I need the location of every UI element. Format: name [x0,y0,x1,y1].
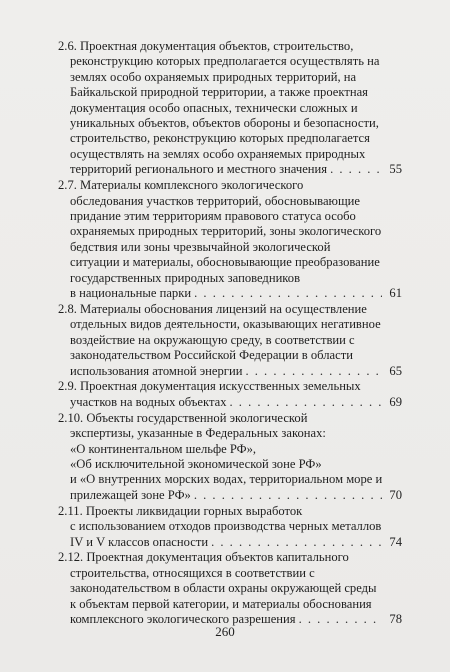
toc-entry [58,39,402,178]
toc-entry-text: документация особо опасных, технически сложных и [70,100,358,115]
dot-leader [194,488,382,503]
toc-entry-text: строительство, реконструкцию которых предполагается [70,131,370,146]
toc-entry-text: использования атомной энергии [70,363,243,378]
toc-entry-text: строительства, относящихся в соответствии с [70,565,315,580]
toc-page-number: 78 [389,612,402,627]
toc-entry-text: отдельных видов деятельности, оказывающих негативное [70,317,381,332]
dot-leader [194,286,382,301]
toc-entry-text: экспертизы, указанные в Федеральных законах: [70,426,326,441]
toc-entry-text: прилежащей зоне РФ» [70,487,191,502]
toc-entry-text: IV и V классов опасности [70,534,209,549]
toc-entry [58,379,402,410]
toc-entry-text: ситуации и материалы, обосновывающие преобразование [70,255,380,270]
toc-entry-text: уникальных объектов, объектов обороны и безопасности, [70,116,379,131]
toc-entry-heading: 2.10. Объекты государственной экологической [58,410,308,425]
toc-entry-text: законодательством в области охраны окружающей среды [70,581,377,596]
toc-entry-text: комплексного экологического разрешения [70,612,296,627]
toc-entry-text: к объектам первой категории, и материалы обоснования [70,596,372,611]
toc-entry-heading: 2.12. Проектная документация объектов капитального [58,550,349,565]
toc-page-number: 74 [389,534,402,549]
toc-entry-text: воздействие на окружающую среду, в соответствии с [70,332,355,347]
toc-entry-heading: 2.11. Проекты ликвидации горных выработок [58,503,303,518]
toc-entry-heading: 2.9. Проектная документация искусственных земельных [58,379,361,394]
toc-entry-text: в национальные парки [70,286,192,300]
toc-entry-text: охраняемых природных территорий, зоны экологического [70,224,382,239]
toc-entry-text: осуществлять на землях особо охраняемых природных [70,146,366,161]
toc-entry-text: с использованием отходов производства черных металлов [70,519,382,534]
dot-leader [330,162,382,177]
dot-leader [230,395,383,410]
toc-entry-text: придание этим территориям правового статуса особо [70,208,356,223]
dot-leader [245,364,382,379]
toc-entry-text: реконструкцию которых предполагается осуществлять на [70,54,380,69]
toc-entry-text: территорий регионального и местного значения [70,162,328,177]
toc-entry-text: землях особо охраняемых природных территорий, на [70,69,357,84]
toc-page-number: 65 [389,363,402,378]
toc-page-number: 55 [389,162,402,177]
toc-entry [58,411,402,503]
toc-entry-text: участков на водных объектах [70,394,227,409]
page-number: 260 [215,624,235,639]
toc-entry [58,550,402,627]
toc-entry-heading: 2.6. Проектная документация объектов, строительство, [58,39,354,53]
toc-page-number: 69 [389,394,402,409]
toc-page-number: 61 [389,286,402,300]
toc-entry-heading: 2.7. Материалы комплексного экологического [58,178,304,193]
toc-page-number: 70 [389,487,402,502]
table-of-contents [58,39,402,628]
dot-leader [211,535,382,550]
toc-entry [58,302,402,379]
toc-entry-text: и «О внутренних морских водах, территориальном море и [70,472,383,487]
toc-entry [58,178,402,301]
toc-entry-text: «Об исключительной экономической зоне РФ» [70,456,322,471]
toc-entry-text: государственных природных заповедников [70,270,301,285]
toc-entry-text: бедствия или зоны чрезвычайной экологической [70,239,331,254]
toc-entry-text: законодательством Российской Федерации в области [70,348,353,363]
toc-entry-text: Байкальской природной территории, а также проектная [70,85,368,100]
toc-entry-text: обследования участков территорий, обосновывающие [70,193,360,208]
toc-entry [58,504,402,550]
toc-entry-heading: 2.8. Материалы обоснования лицензий на осуществление [58,301,367,316]
toc-entry-text: «О континентальном шельфе РФ», [70,441,257,456]
